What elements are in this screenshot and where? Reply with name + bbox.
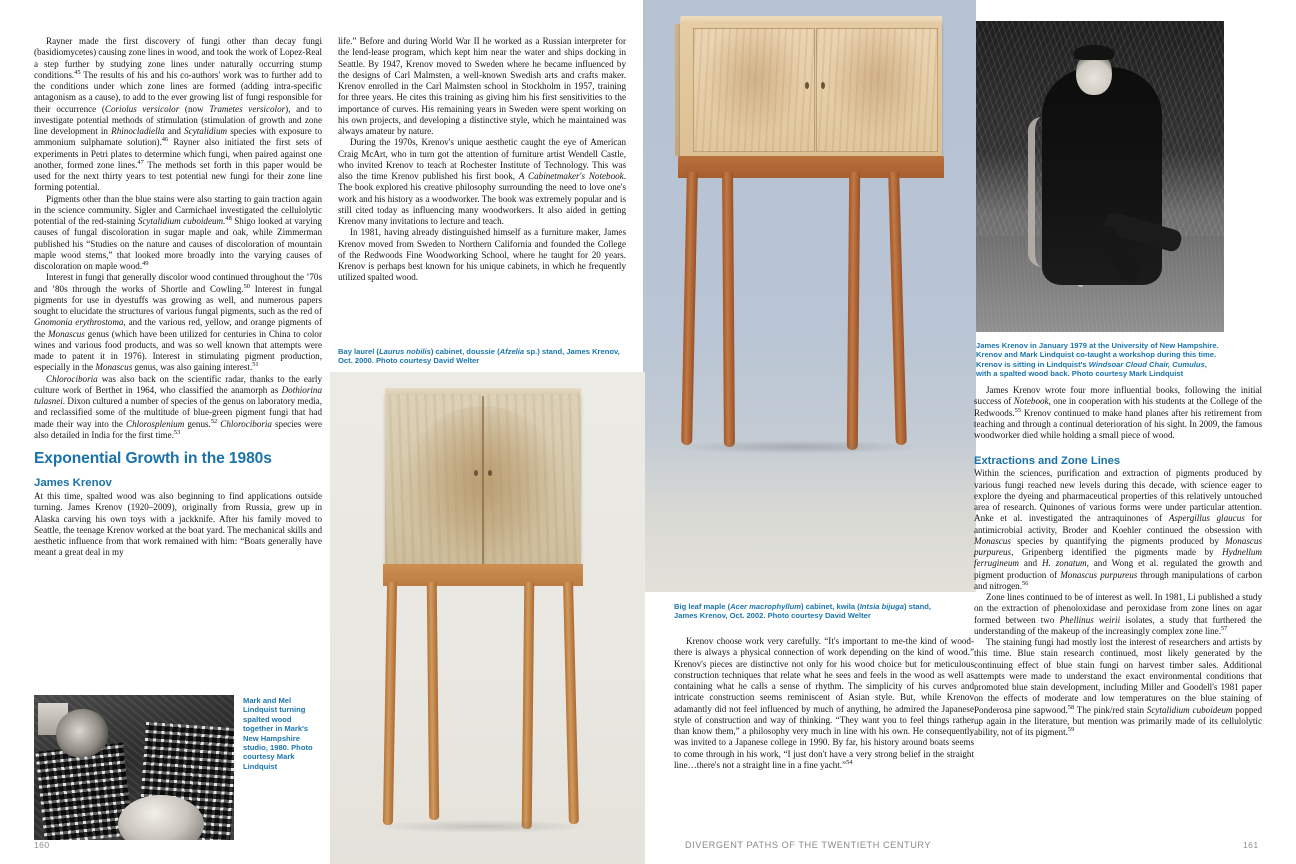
text-column-center-lower (674, 636, 974, 771)
caption-bay-laurel-cabinet: Bay laurel (Laurus nobilis) cabinet, doussie (Afzelia sp.) stand, James Krenov, Oct. 2000. Photo courtesy David Welter (338, 347, 620, 366)
paragraph: Pigments other than the blue stains were also starting to gain traction again in the science community. Sigler and Carmichael investigated the cellulolytic potential of the red-staining Scytalidium cuboideum.$^{48}$ Shigo looked at varying causes of fungal discoloration in sugar maple and oak, while Zimmerman published his “Studies on the nature and causes of discoloration of mountain maple wood stems,” that looked more broadly into the varying causes of discoloration on maple wood.$^{49}$ (34, 193, 322, 271)
photo-bay-laurel-cabinet (643, 0, 976, 592)
cabinet-stand-apron (383, 564, 583, 586)
paragraph: life.” Before and during World War II he worked as a Russian interpreter for the lend-lease program, which kept him near the water and ships docking in Seattle. By 1947, Krenov moved to Sweden where he became influenced by the designs of Carl Malmsten, a well-known Swedish arts and crafts maker. Krenov enrolled in the Carl Malmsten school in Stockholm in 1957, training for three years. He cites this training as giving him his first sensitivities to the importance of curves. His remaining years in Sweden were spent working on his own projects, and developing a distinctive style, which he maintained was always amateur by nature. (338, 36, 626, 136)
paragraph: In 1981, having already distinguished himself as a furniture maker, James Krenov moved from Sweden to Northern California and founded the College of the Redwoods Fine Woodworking School, where he taught for 20 years. Krenov is perhaps best known for his unique cabinets, in which he frequently utilized spalted wood. (338, 227, 626, 283)
cabinet-knob-left (805, 82, 809, 89)
folio-page-number-left: 160 (34, 840, 50, 850)
cabinet-knob-left (474, 470, 478, 476)
paragraph: During the 1970s, Krenov's unique aesthetic caught the eye of American Craig McArt, who in turn got the attention of furniture artist Wendell Castle, who invited Krenov to teach at Rochester Institute of Technology. This was also the time Krenov published his first book, A Cabinetmaker's Notebook. The book explored his creative philosophy surrounding the need to love one's work and his history as a woodworker. The book was extremely popular and is still cited today as influencing many woodworkers. It also aided in getting Krenov many invitations to lecture and teach. (338, 137, 626, 226)
paragraph: Interest in fungi that generally discolor wood continued throughout the ’70s and ’80s through the works of Shortle and Cowling.$^{50}$ Interest in fungal pigments for use in dyestuffs was growing as well, and numerous papers sought to elucidate the structures of various fungal pigments, such as the red of Gnomonia erythrostoma, and the various red, yellow, and orange pigments of the Monascus genus (which have been utilized for centuries in China to color wines and various food products, and was so well known that attempts were made to patent it in 1976). Interest in stimulating pigment production, especially in the Monascus genus, was also gaining interest.$^{51}$ (34, 272, 323, 373)
cabinet-knob-right (488, 470, 492, 476)
caption-big-leaf-maple-cabinet: Big leaf maple (Acer macrophyllum) cabinet, kwila (Intsia bijuga) stand, James Krenov, Oct. 2002. Photo courtesy David Welter (674, 602, 932, 621)
cabinet-leg (427, 582, 439, 820)
paragraph: Krenov choose work very carefully. “It's important to me-the kind of wood-there is always a physical connection of work depending on the kind of wood.” Krenov's pieces are distinctive not only for his wood choice but for meticulous construction techniques that relate what he sees and feels in the wood as well as containing what he calls a sense of rhythm. The simplicity of his curves and intricate construction seems reminiscent of Asian style. But, while Krenov adamantly did not feel influenced by much of anything, he admired the Japanese style of construction and way of thinking. “They want you to feel things rather than know them,” a philosophy very much in line with his own. He consequently was invited to a Japanese college in 1990. By far, his history around boats seems to come through in his work, “I just don't have a very strong belief in the straight line…there's not a straight line in a fine yacht.”$^{54}$ (674, 636, 974, 770)
section-heading-exponential-growth: Exponential Growth in the 1980s (34, 450, 272, 467)
seated-man-hat (1074, 45, 1114, 60)
text-column-center-upper (338, 36, 626, 284)
caption-krenov-portrait: James Krenov in January 1979 at the University of New Hampshire. Krenov and Mark Lindquist co-taught a workshop during this time. Krenov is sitting in Lindquist's Windsoar Cloud Chair, Cumulus, with a spalted wood back. Photo courtesy Mark Lindquist (976, 341, 1219, 379)
section-heading-extractions-zone-lines: Extractions and Zone Lines (974, 455, 1121, 468)
col2-paragraphs (338, 36, 626, 284)
cabinet-leg (847, 172, 860, 450)
sub-heading-james-krenov: James Krenov (34, 477, 112, 489)
paragraph: Chlorociboria was also back on the scientific radar, thanks to the early culture work of Berthet in 1964, who classified the anamorph as Dothiorina tulasnei. Dixon cultured a number of species of the genus on laboratory media, and reclassified some of the multitude of blue-green pigment fungi that had made their way into the Chlorosplenium genus.$^{52}$ Chlorociboria species were also detailed in India for the first time.$^{53}$ (34, 373, 322, 440)
col3-paragraph-1 (974, 385, 1262, 441)
photo-lindquist-turning (34, 695, 234, 840)
cabinet-door-right (816, 28, 938, 152)
col1-paragraphs (34, 36, 322, 441)
col3-paragraphs-rest (974, 468, 1262, 738)
paragraph: Zone lines continued to be of interest as well. In 1981, Li published a study on the extraction of phenoloxidase and peroxidase from zone lines on agar formed between two Phellinus weirii isolates, a study that furthered the understanding of the makeup of the increasingly complex zone line.$^{57}$ (974, 592, 1262, 636)
cabinet-door-left (693, 28, 815, 152)
paragraph: Within the sciences, purification and extraction of pigments produced by various fungi reached new levels during this decade, with science eager to explore the dyeing and pharmaceutical properties of this relatively untouched area of research. Quinones of various forms were under particular attention. Anke et al. investigated the antraquinones of Aspergillus glaucus for antimicrobial activity, Broder and Koehler continued the obsession with Monascus species by quantifying the pigments produced by Monascus purpureus, Gripenberg identified the pigments made by Hydnellum ferrugineum and H. zonatum, and Wong et al. regulated the growth and pigment production of Monascus purpureus through manipulations of carbon and nitrogen.$^{56}$ (974, 468, 1262, 591)
paragraph: James Krenov wrote four more influential books, following the initial success of Notebook, one in cooperation with his students at the College of the Redwoods.$^{55}$ Krenov continued to make hand planes after his retirement from teaching and through a continual deterioration of his sight. In 2009, the famous woodworker died while holding a small piece of wood. (974, 385, 1262, 440)
cabinet-knob-right (821, 82, 825, 89)
folio-page-number-right: 161 (1243, 840, 1259, 850)
cabinet-leg (563, 582, 579, 824)
photo-james-krenov-portrait (976, 21, 1224, 332)
cabinet-leg (681, 172, 698, 445)
floor-shadow (375, 820, 590, 833)
cabinet-leg (522, 582, 535, 829)
floor-shadow (673, 440, 923, 454)
cabinet-leg (722, 172, 735, 447)
seated-man-body (1042, 67, 1162, 285)
paragraph: The staining fungi had mostly lost the interest of researchers and artists by this time. Blue stain research continued, most likely generated by the continuing effect of blue stain fungi on harvest timber sales. Additional attempts were made to understand the exact environmental conditions that promoted blue stain development, including Miller and Goodell's 1981 paper on the effects of moderate and low temperatures on the blue staining of Ponderosa pine sapwood.$^{58}$ The pink/red stain Scytalidium cuboideum popped up again in the literature, but mention was primarily made of its cellulolytic ability, not of its pigment.$^{59}$ (974, 637, 1263, 737)
paragraph: Rayner made the first discovery of fungi other than decay fungi (basidiomycetes) causing zone lines in wood, and took the work of Lopez-Real a step further by studying zone lines under naturally occurring stump conditions.$^{45}$ The results of his and his co-authors' work was to further add to the conditions under which zone lines are formed (adding intra-specific antagonism as a cause), to add to the ever growing list of fungi responsible for their occurrence (Coriolus versicolor (now Trametes versicolor), and to investigate potential methods of stimulation (stimulation of growth and zone line development in Rhinocladiella and Scytalidium species with exposure to ammonium sulphamate solution).$^{46}$ Rayner also initiated the first sets of experiments in Petri plates to determine which fungi, when paired against one another, formed zone lines.$^{47}$ The methods set forth in this paper would be used for the next thirty years to test potential new fungi for their zone line forming potential. (34, 36, 322, 193)
cabinet-leg (383, 582, 397, 825)
cabinet-stand-apron (678, 156, 944, 178)
cabinet-leg (888, 172, 907, 445)
col1-krenov-intro (34, 491, 322, 559)
caption-lindquist-turning: Mark and Mel Lindquist turning spalted wood together in Mark's New Hampshire studio, 1980. Photo courtesy Mark Lindquist (243, 696, 313, 771)
text-column-left (34, 36, 322, 559)
cabinet-door-seam (482, 396, 484, 564)
running-head: DIVERGENT PATHS OF THE TWENTIETH CENTURY (685, 840, 932, 850)
paragraph: At this time, spalted wood was also beginning to find applications outside turning. James Krenov (1920–2009), originally from Russia, grew up in Alaska carving his own toys with a jackknife. After his family moved to Seattle, the teenage Krenov worked at the boat yard. The mechanical skills and aesthetic influence from that work remained with him: “Boats generally have meant a great deal in my (34, 491, 322, 558)
center-lower-paragraph (674, 636, 974, 771)
text-column-right (974, 385, 1262, 738)
photo-big-leaf-maple-cabinet (330, 372, 645, 864)
